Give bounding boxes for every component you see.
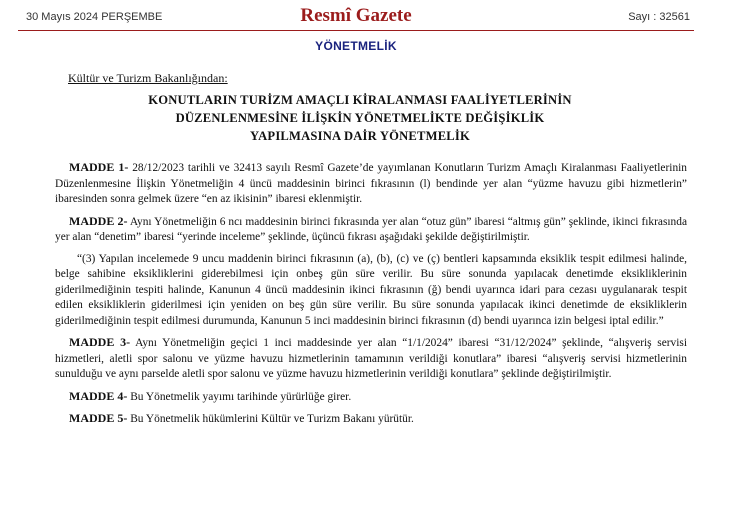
- regulation-title: [100, 91, 620, 145]
- article-label: MADDE 4-: [69, 388, 128, 403]
- article-label: MADDE 3-: [69, 335, 131, 349]
- document-type: YÖNETMELİK: [315, 39, 397, 53]
- article-5: [55, 411, 687, 428]
- issue-number: Sayı : 32561: [628, 11, 690, 23]
- article-text: Aynı Yönetmeliğin 6 ncı maddesinin birinci fıkrasında yer alan “otuz gün” ibaresi “altmış gün” şeklinde, ikinci fıkrasında yer alan “denetim” ibaresi “yerinde inceleme” şeklinde, üçüncü fıkrası aşağıdaki şekilde değiştirilmiştir.: [55, 215, 688, 243]
- article-text: Aynı Yönetmeliğin geçici 1 inci maddesinde yer alan “1/1/2024” ibaresi “31/12/2024” şeklinde, “alışveriş servisi hizmetleri, aletli spor salonu ve yüzme havuzu hizmetlerinin tamamının verildiği konutlara” ibaresi “alışveriş servisi hizmetlerinin sunulduğu ve aynı parselde aletli spor salonu ve yüzme havuzu hizmetlerinin verildiği konutlara” şeklinde değiştirilmiştir.: [55, 337, 688, 380]
- gazette-title: Resmî Gazete: [300, 5, 412, 26]
- gazette-header: [18, 4, 694, 30]
- article-2: [55, 214, 687, 246]
- amended-paragraph: [55, 252, 687, 330]
- title-line: YAPILMASINA DAİR YÖNETMELİK: [250, 129, 470, 143]
- article-text: Bu Yönetmelik hükümlerini Kültür ve Turizm Bakanı yürütür.: [130, 413, 414, 425]
- issuing-ministry: Kültür ve Turizm Bakanlığından:: [68, 71, 228, 85]
- article-label: MADDE 5-: [69, 411, 128, 425]
- article-3: [55, 335, 687, 383]
- article-1: [55, 160, 687, 208]
- title-line: DÜZENLENMESİNE İLİŞKİN YÖNETMELİKTE DEĞİŞİKLİK: [175, 111, 545, 125]
- regulation-body: [55, 160, 687, 428]
- article-label: MADDE 1-: [69, 160, 129, 174]
- article-text: 28/12/2023 tarihli ve 32413 sayılı Resmî Gazete’de yayımlanan Konutların Turizm Amaçlı Kiralanması Faaliyetlerinin Düzenlenmesine İlişkin Yönetmeliğin 4 üncü maddesinin birinci fıkrasının (l) bendinde yer alan “yüzme havuzu gibi hizmetlerin” ibaresinden sonra gelmek üzere “en az ikisinin” ibaresi eklenmiştir.: [55, 162, 688, 205]
- title-line: KONUTLARIN TURİZM AMAÇLI KİRALANMASI FAALİYETLERİNİN: [148, 93, 572, 107]
- publication-date: 30 Mayıs 2024 PERŞEMBE: [26, 11, 163, 23]
- article-text: Bu Yönetmelik yayımı tarihinde yürürlüğe girer.: [130, 390, 352, 403]
- article-4: [55, 389, 687, 406]
- article-text: “(3) Yapılan incelemede 9 uncu maddenin birinci fıkrasının (a), (b), (c) ve (ç) bentleri kapsamında eksiklik tespit edilmesi halinde, belge sahibine eksikliklerini giderebilmesi için onbeş gün süre verilir. Bu süre sonunda yapılacak denetimde eksikliklerinin giderilmediğinin tespiti halinde, Kanunun 4 üncü maddesinin ikinci fıkrasının (ğ) bendi uyarınca idari para cezası uygulanarak tespit edilen eksikliklerin giderilmesi için yeniden on beş gün süre verilir. Bu süre sonunda yapılacak ikinci denetimde de eksikliklerin giderilmediğinin tespit edilmesi durumunda, Kanunun 5 inci maddesinin birinci fıkrasının (d) bendi uyarınca izin belgesi iptal edilir.”: [55, 252, 687, 327]
- header-divider: [18, 30, 694, 31]
- article-label: MADDE 2-: [69, 213, 128, 228]
